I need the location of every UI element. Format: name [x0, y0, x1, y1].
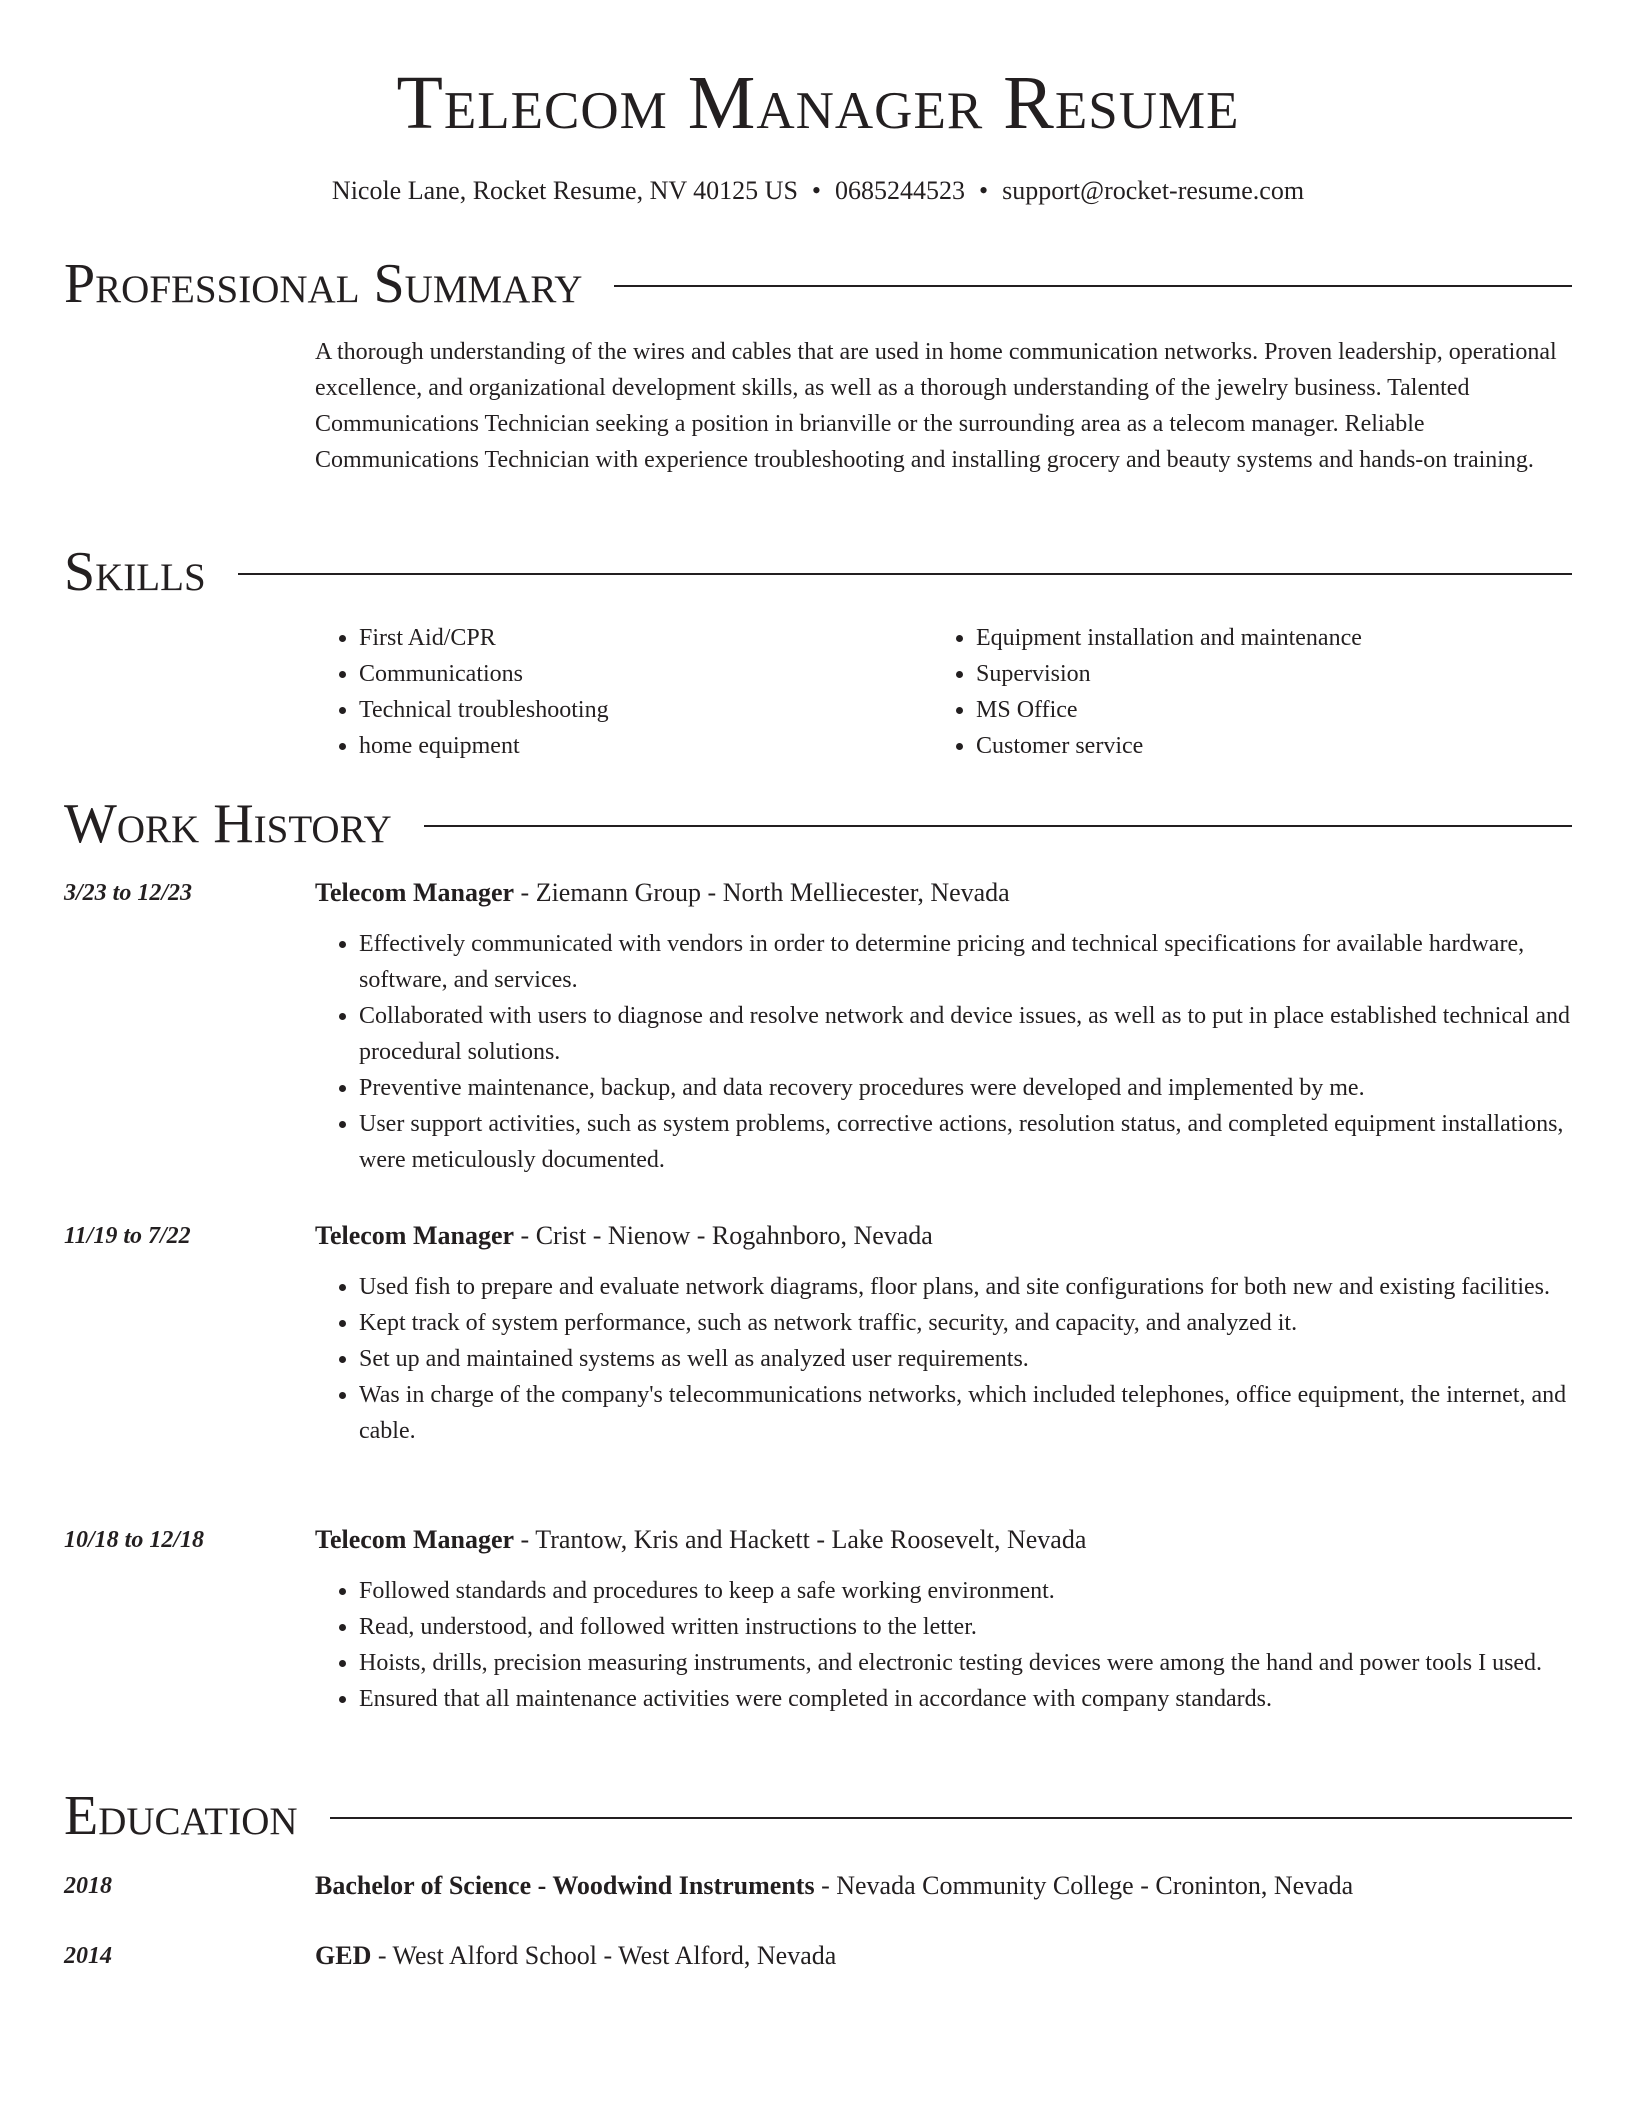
education-school: - West Alford School - West Alford, Nevada [371, 1941, 837, 1970]
skill-item: • Equipment installation and maintenance [976, 620, 1549, 656]
skill-item: • home equipment [359, 728, 932, 764]
job-heading [315, 1219, 1572, 1253]
job-entry [64, 1523, 1572, 1717]
education-heading-line [315, 1939, 1572, 1973]
job-heading [315, 1523, 1572, 1557]
job-employer: - Trantow, Kris and Hackett - Lake Roosevelt, Nevada [514, 1525, 1087, 1554]
job-title: Telecom Manager [315, 1525, 515, 1554]
contact-phone: 0685244523 [835, 176, 966, 205]
skills-list [315, 620, 1572, 764]
skills-column-left [315, 620, 932, 764]
job-bullet: • Read, understood, and followed written instructions to the letter. [359, 1609, 1572, 1645]
skills-heading: Skills [64, 541, 206, 603]
job-employer: - Crist - Nienow - Rogahnboro, Nevada [514, 1221, 933, 1250]
job-bullet: • Preventive maintenance, backup, and data recovery procedures were developed and implemented by me. [359, 1070, 1572, 1106]
job-dates: 10/18 to 12/18 [64, 1527, 205, 1553]
skill-item: • MS Office [976, 692, 1549, 728]
job-bullet: • Effectively communicated with vendors in order to determine pricing and technical specifications for available hardware, software, and services. [359, 926, 1572, 998]
education-school: - Nevada Community College - Croninton, Nevada [814, 1871, 1354, 1900]
resume-title: Telecom Manager Resume [396, 61, 1240, 145]
job-bullets [315, 1573, 1572, 1717]
section-divider [424, 825, 1572, 827]
summary-section-header [64, 254, 1572, 314]
education-heading-line [315, 1869, 1572, 1903]
section-divider [238, 573, 1572, 575]
contact-address: Nicole Lane, Rocket Resume, NV 40125 US [331, 176, 798, 205]
section-divider [614, 285, 1572, 287]
job-dates: 3/23 to 12/23 [64, 880, 193, 906]
job-bullet: • User support activities, such as system problems, corrective actions, resolution status, and completed equipment installations, were meticulously documented. [359, 1106, 1572, 1178]
job-title: Telecom Manager [315, 878, 515, 907]
education-entry [64, 1869, 1572, 1903]
contact-separator: • [811, 176, 822, 205]
job-bullets [315, 1269, 1572, 1449]
job-entry [64, 1219, 1572, 1449]
job-bullet: • Collaborated with users to diagnose and resolve network and device issues, as well as to put in place established technical and procedural solutions. [359, 998, 1572, 1070]
job-bullet: • Kept track of system performance, such as network traffic, security, and capacity, and analyzed it. [359, 1305, 1572, 1341]
resume-page [64, 0, 1572, 1970]
education-entry [64, 1939, 1572, 1973]
skill-item: • First Aid/CPR [359, 620, 932, 656]
skills-section-header [64, 542, 1572, 602]
work-heading: Work History [64, 793, 392, 855]
education-heading: Education [64, 1785, 298, 1847]
summary-heading: Professional Summary [64, 253, 583, 315]
skills-column-right [932, 620, 1549, 764]
education-degree: GED [315, 1941, 372, 1970]
job-title: Telecom Manager [315, 1221, 515, 1250]
skill-item: • Communications [359, 656, 932, 692]
job-bullet: • Hoists, drills, precision measuring instruments, and electronic testing devices were among the hand and power tools I used. [359, 1645, 1572, 1681]
contact-email: support@rocket-resume.com [1002, 176, 1305, 205]
education-year: 2014 [64, 1943, 112, 1969]
contact-separator: • [979, 176, 989, 205]
job-bullet: • Ensured that all maintenance activities were completed in accordance with company standards. [359, 1681, 1572, 1717]
job-bullet: • Used fish to prepare and evaluate network diagrams, floor plans, and site configurations for both new and existing facilities. [359, 1269, 1572, 1305]
job-employer: - Ziemann Group - North Melliecester, Nevada [514, 878, 1010, 907]
job-bullet: • Was in charge of the company's telecommunications networks, which included telephones, office equipment, the internet, and cable. [359, 1377, 1572, 1449]
job-bullet: • Followed standards and procedures to keep a safe working environment. [359, 1573, 1572, 1609]
job-entry [64, 876, 1572, 1178]
education-degree: Bachelor of Science - Woodwind Instruments [315, 1871, 815, 1900]
job-bullets [315, 926, 1572, 1178]
job-heading [315, 876, 1572, 910]
education-year: 2018 [64, 1873, 112, 1899]
contact-line [64, 0, 1572, 208]
section-divider [330, 1817, 1572, 1819]
work-section-header [64, 794, 1572, 854]
skill-item: • Supervision [976, 656, 1549, 692]
skill-item: • Technical troubleshooting [359, 692, 932, 728]
summary-text: A thorough understanding of the wires and cables that are used in home communication networks. Proven leadership, operational excellence, and organizational development skills, as well as a thorough understanding of the jewelry business. Talented Communications Technician seeking a position in brianville or the surrounding area as a telecom manager. Reliable Communications Technician with experience troubleshooting and installing grocery and beauty systems and hands-on training. [315, 339, 1557, 473]
job-dates: 11/19 to 7/22 [64, 1223, 191, 1249]
education-section-header [64, 1786, 1572, 1846]
skill-item: • Customer service [976, 728, 1549, 764]
job-bullet: • Set up and maintained systems as well as analyzed user requirements. [359, 1341, 1572, 1377]
